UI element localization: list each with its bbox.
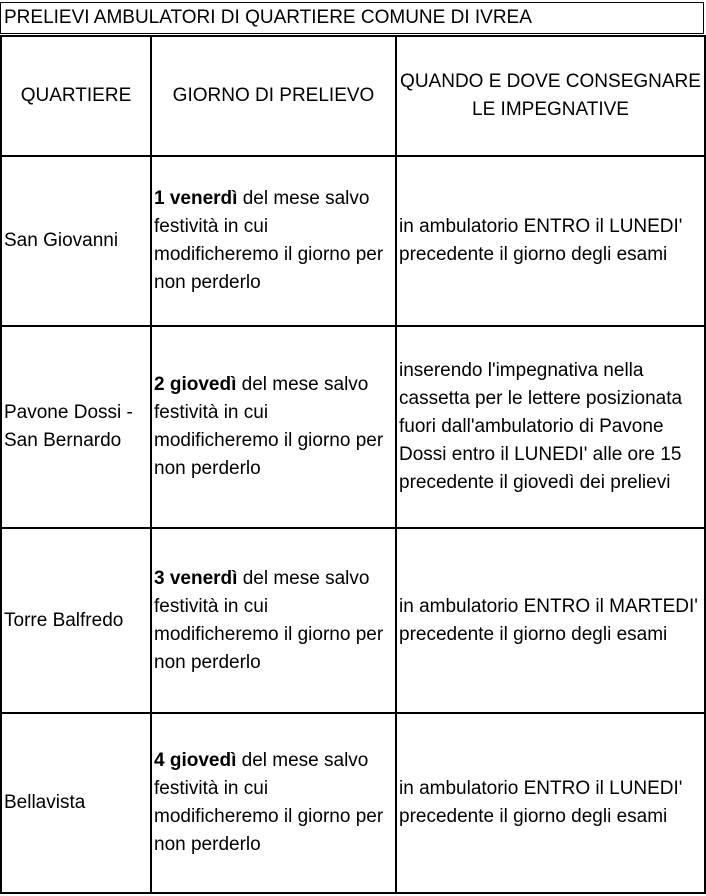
giorno-note: del mese salvo festività in cui modificheremo il giorno per non perderlo — [154, 374, 384, 479]
giorno-day: 3 venerdì — [154, 567, 238, 589]
quartiere-cell: Bellavista — [1, 713, 151, 893]
schedule-table — [0, 35, 706, 894]
giorno-cell — [151, 713, 396, 893]
quartiere-cell: San Giovanni — [1, 156, 151, 326]
header-quartiere: QUARTIERE — [1, 36, 151, 156]
table-row — [1, 156, 705, 326]
quando-cell: in ambulatorio ENTRO il MARTEDI' precedente il giorno degli esami — [396, 528, 705, 713]
quando-cell: in ambulatorio ENTRO il LUNEDI' precedente il giorno degli esami — [396, 156, 705, 326]
header-giorno: GIORNO DI PRELIEVO — [151, 36, 396, 156]
table-row — [1, 528, 705, 713]
table-row — [1, 713, 705, 893]
giorno-day: 2 giovedì — [154, 374, 237, 395]
table-row — [1, 326, 705, 528]
giorno-cell — [151, 326, 396, 528]
quartiere-cell: Torre Balfredo — [1, 528, 151, 713]
giorno-note: del mese salvo festività in cui modificheremo il giorno per non perderlo — [154, 188, 384, 293]
giorno-day: 1 venerdì — [154, 188, 238, 209]
giorno-day: 4 giovedì — [154, 750, 237, 771]
quando-cell: inserendo l'impegnativa nella cassetta per le lettere posizionata fuori dall'ambulatorio di Pavone Dossi entro il LUNEDI' alle ore 15 precedente il giovedì dei prelievi — [396, 326, 705, 528]
giorno-cell — [151, 156, 396, 326]
giorno-cell — [151, 528, 396, 713]
giorno-note: del mese salvo festività in cui modificheremo il giorno per non perderlo — [154, 750, 384, 855]
table-title: PRELIEVI AMBULATORI DI QUARTIERE COMUNE DI IVREA — [0, 2, 704, 34]
header-quando: QUANDO E DOVE CONSEGNARE LE IMPEGNATIVE — [396, 36, 705, 156]
quartiere-cell: Pavone Dossi - San Bernardo — [1, 326, 151, 528]
giorno-note: del mese salvo festività in cui modificheremo il giorno per non perderlo — [154, 567, 384, 673]
header-row — [1, 36, 705, 156]
quando-cell: in ambulatorio ENTRO il LUNEDI' precedente il giorno degli esami — [396, 713, 705, 893]
